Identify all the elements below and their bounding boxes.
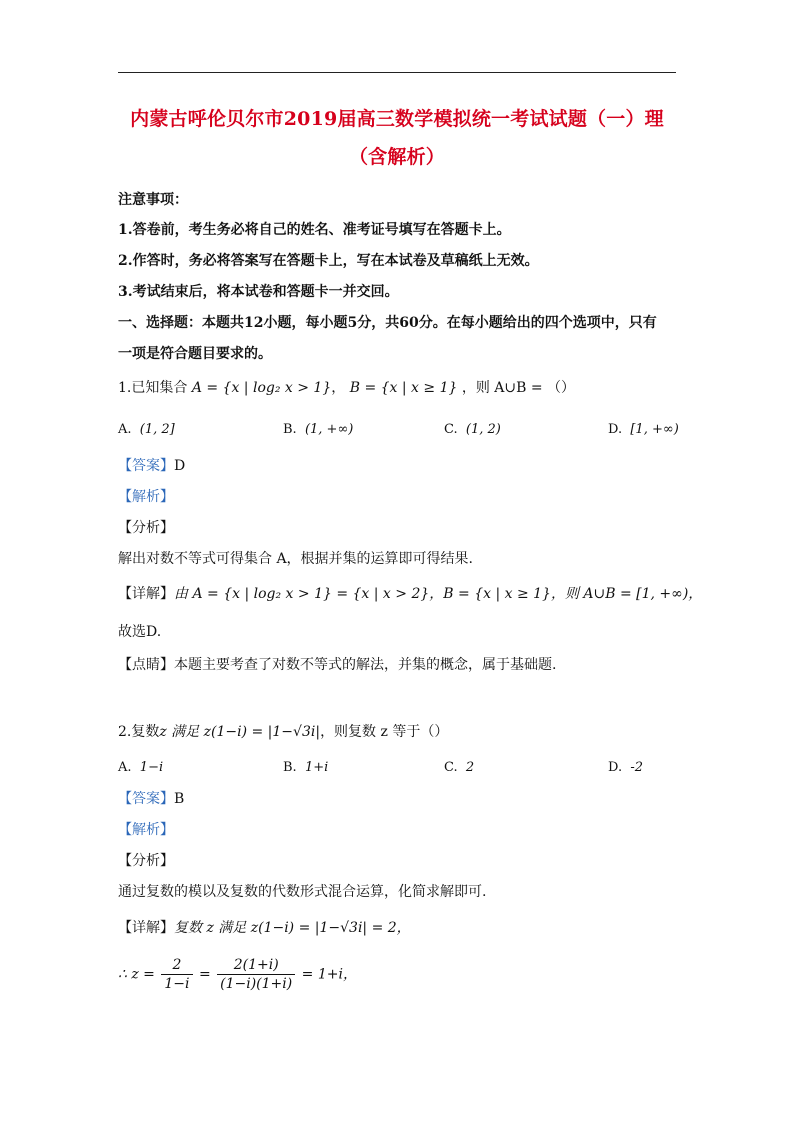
- q2-analysis-tag: 【解析】: [118, 822, 174, 838]
- option-value: 1−i: [139, 760, 164, 775]
- q2-stem: [118, 722, 448, 742]
- fraction-2: [217, 956, 295, 993]
- answer-value: D: [174, 458, 186, 474]
- final-lead: ∴ z =: [118, 966, 155, 983]
- q2-fenxi-text: 通过复数的模以及复数的代数形式混合运算，化简求解即可.: [118, 884, 487, 900]
- option-label: C.: [444, 422, 458, 437]
- comment-text: 本题主要考查了对数不等式的解法，并集的概念，属于基础题.: [174, 657, 557, 673]
- section-heading-line2: 一项是符合题目要求的。: [118, 346, 272, 362]
- fraction-1-denominator: 1−i: [164, 976, 190, 992]
- q1-option-c: [444, 420, 501, 440]
- q1-detail: [118, 584, 702, 604]
- option-value: (1, 2): [465, 422, 501, 437]
- q1-option-b: [283, 420, 353, 440]
- answer-value: B: [174, 791, 185, 807]
- q1-fenxi-text: 解出对数不等式可得集合 A，根据并集的运算即可得结果.: [118, 551, 474, 567]
- q2-final-equation: [118, 956, 357, 993]
- option-label: D.: [608, 422, 623, 437]
- q2-stem-suffix: ，则复数 z 等于（）: [320, 724, 449, 740]
- answer-tag: 【答案】: [118, 791, 174, 807]
- q1-stem: [118, 378, 575, 398]
- option-value: (1, +∞): [304, 422, 354, 437]
- option-label: C.: [444, 760, 458, 775]
- option-label: B.: [283, 760, 297, 775]
- header-rule: [118, 72, 676, 73]
- final-equals: =: [198, 966, 211, 983]
- q1-stem-prefix: 1.已知集合: [118, 380, 188, 396]
- q2-option-a: [118, 758, 163, 778]
- q1-option-a: [118, 420, 175, 440]
- final-tail: = 1+i，: [301, 966, 357, 983]
- q1-set-a: A = {x | log₂ x > 1}: [191, 380, 332, 396]
- q1-sep: ，: [331, 380, 346, 396]
- q1-stem-suffix: ，则 A∪B = （）: [461, 380, 576, 396]
- detail-text: 由 A = {x | log₂ x > 1} = {x | x > 2}，B = {x | x ≥ 1}，则 A∪B = [1, +∞)，: [174, 586, 703, 602]
- fraction-2-numerator: 2(1+i): [217, 956, 295, 975]
- fraction-1-numerator: 2: [161, 956, 192, 975]
- fraction-1: [161, 956, 192, 993]
- notice-item-2: 2.作答时，务必将答案写在答题卡上，写在本试卷及草稿纸上无效。: [118, 253, 539, 269]
- q1-option-d: [608, 420, 679, 440]
- q1-analysis-tag: 【解析】: [118, 489, 174, 505]
- answer-tag: 【答案】: [118, 458, 174, 474]
- q1-conclusion: 故选D.: [118, 624, 162, 640]
- q2-fenxi-tag: 【分析】: [118, 853, 174, 869]
- notice-item-1: 1.答卷前，考生务必将自己的姓名、准考证号填写在答题卡上。: [118, 222, 511, 238]
- q2-option-b: [283, 758, 328, 778]
- q2-option-c: [444, 758, 474, 778]
- q1-fenxi-tag: 【分析】: [118, 520, 174, 536]
- notice-heading: 注意事项：: [118, 192, 188, 208]
- q2-stem-mid: z 满足 z(1−i) = |1−√3i|: [159, 724, 321, 740]
- option-label: A.: [118, 422, 132, 437]
- detail-text: 复数 z 满足 z(1−i) = |1−√3i| = 2，: [174, 920, 411, 936]
- q2-stem-prefix: 2.复数: [118, 724, 160, 740]
- option-value: 1+i: [304, 760, 329, 775]
- q2-option-d: [608, 758, 643, 778]
- detail-tag: 【详解】: [118, 920, 174, 936]
- q2-detail: [118, 918, 411, 938]
- detail-tag: 【详解】: [118, 586, 174, 602]
- q1-comment: [118, 655, 556, 675]
- option-label: D.: [608, 760, 623, 775]
- option-label: B.: [283, 422, 297, 437]
- q2-answer: [118, 789, 184, 809]
- option-value: [1, +∞): [630, 422, 679, 437]
- q1-set-b: B = {x | x ≥ 1}: [349, 380, 458, 396]
- section-heading-line1: 一、选择题：本题共12小题，每小题5分，共60分。在每小题给出的四个选项中，只有: [118, 315, 657, 331]
- notice-item-3: 3.考试结束后，将本试卷和答题卡一并交回。: [118, 284, 399, 300]
- option-label: A.: [118, 760, 132, 775]
- q1-answer: [118, 456, 185, 476]
- option-value: 2: [465, 760, 475, 775]
- option-value: -2: [630, 760, 644, 775]
- document-title: 内蒙古呼伦贝尔市2019届高三数学模拟统一考试试题（一）理（含解析）: [130, 108, 664, 168]
- fraction-2-denominator: (1−i)(1+i): [220, 976, 293, 992]
- comment-tag: 【点睛】: [118, 657, 174, 673]
- option-value: (1, 2]: [139, 422, 175, 437]
